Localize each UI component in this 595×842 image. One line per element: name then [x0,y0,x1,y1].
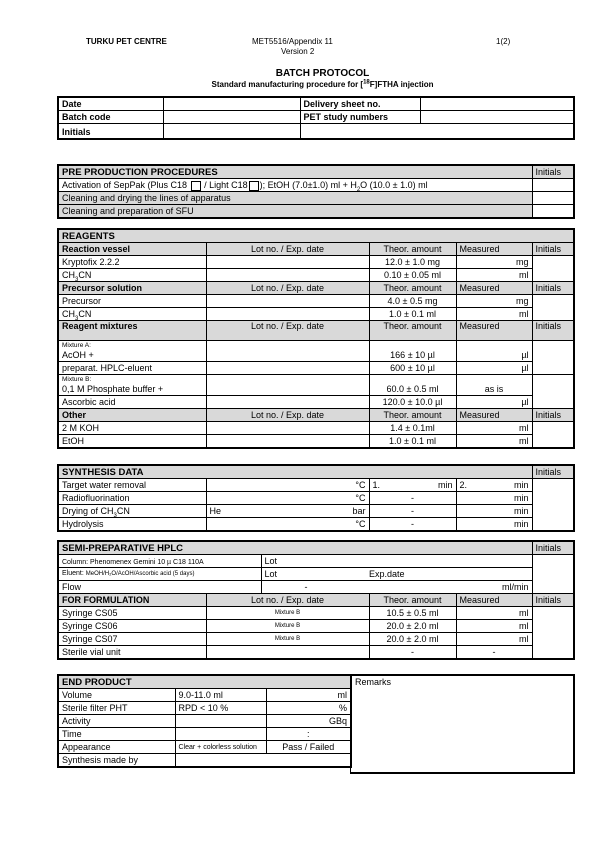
time-label: Time [58,728,175,741]
doc-version: Version 2 [281,47,315,56]
hplc-eluent-amount: 600 ± 10 µl [369,362,456,375]
acoh-amount: 166 ± 10 µl [369,341,456,362]
koh-measured[interactable]: ml [456,422,532,435]
drying-label: Drying of $CH_3CN$ [58,505,206,518]
vial-label: Sterile vial unit [58,646,206,660]
preprod-initials-1[interactable] [532,179,574,192]
formulation-initials[interactable] [532,607,574,660]
hplc-table [57,540,575,660]
hplc-eluent: Eluent: MeOH/H₂O/AcOH/Ascorbic acid (5 days) [58,568,261,581]
org-name: TURKU PET CENTRE [86,37,167,46]
vial-dash-2: - [456,646,532,660]
etoh-measured[interactable]: ml [456,435,532,449]
kryptofix-measured[interactable]: mg [456,256,532,269]
synthesis-initials[interactable] [532,479,574,532]
remarks-box[interactable] [350,674,575,774]
initials-header-3: Initials [532,321,574,341]
hplc-flow-label: Flow [58,581,261,594]
lot-header-1: Lot no. / Exp. date [206,243,369,256]
initials-header-4: Initials [532,409,574,422]
time-field[interactable]: : [266,728,351,741]
lot-header-3: Lot no. / Exp. date [206,321,369,341]
theor-header-2: Theor. amount [369,282,456,295]
page-number: 1(2) [496,37,511,46]
etoh-label: EtOH [58,435,206,449]
lot-header-4: Lot no. / Exp. date [206,409,369,422]
cs07-amount: 20.0 ± 2.0 ml [369,633,456,646]
synthesis-initials-header: Initials [532,465,574,479]
radiofluorination-temp[interactable]: °C [206,492,369,505]
ch3cn-lot-2[interactable] [206,308,369,321]
koh-label: 2 M KOH [58,422,206,435]
activity-field[interactable]: GBq [266,715,351,728]
checkbox-light-c18[interactable] [249,181,259,191]
mix-a-initials[interactable] [532,341,574,375]
reaction-vessel-header: Reaction vessel [58,243,206,256]
doc-code: MET5516/Appendix 11 [252,37,333,46]
activity-blank [175,715,266,728]
page-subtitle: Standard manufacturing procedure for [$^{18}$F]FTHA injection [211,79,434,89]
cs05-label: Syringe CS05 [58,607,206,620]
filter-spec: RPD < 10 % [175,702,266,715]
mixture-b-label: Mixture B: [62,376,92,383]
cs06-amount: 20.0 ± 2.0 ml [369,620,456,633]
kryptofix-label: Kryptofix 2.2.2 [58,256,206,269]
ascorbic-amount: 120.0 ± 10.0 µl [369,396,456,409]
radiofluorination-time[interactable]: min [456,492,532,505]
drying-time[interactable]: min [456,505,532,518]
hydrolysis-dash: - [369,518,456,532]
measured-header-4: Measured [456,409,532,422]
appearance-label: Appearance [58,741,175,754]
formulation-lot-header: Lot no. / Exp. date [206,594,369,607]
radiofluorination-dash: - [369,492,456,505]
page-title: BATCH PROTOCOL [275,68,370,79]
cs06-measured[interactable]: ml [456,620,532,633]
precursor-amount: 4.0 ± 0.5 mg [369,295,456,308]
kryptofix-lot[interactable] [206,256,369,269]
formulation-theor-header: Theor. amount [369,594,456,607]
hplc-flow-field[interactable]: - ml/min [261,581,532,594]
appearance-spec: Clear + colorless solution [175,741,266,754]
etoh-amount: 1.0 ± 0.1 ml [369,435,456,449]
hplc-eluent-lot[interactable]: Lot Exp.date [261,568,532,581]
date-field[interactable] [163,97,300,111]
measured-header-1: Measured [456,243,532,256]
initials-field[interactable] [163,124,300,140]
theor-header-4: Theor. amount [369,409,456,422]
batch-field[interactable] [163,111,300,124]
initials-header-2: Initials [532,282,574,295]
info-table [57,96,575,140]
measured-header-2: Measured [456,282,532,295]
hplc-column: Column: Phenomenex Gemini 10 µ C18 110A [58,555,261,568]
hydrolysis-label: Hydrolysis [58,518,206,532]
formulation-title: FOR FORMULATION [58,594,206,607]
date-label: Date [58,97,163,111]
hplc-eluent-lot[interactable] [206,362,369,375]
theor-header-3: Theor. amount [369,321,456,341]
theor-header-1: Theor. amount [369,243,456,256]
activity-label: Activity [58,715,175,728]
phosphate-label: Mixture B: 0,1 M Phosphate buffer + [58,375,206,396]
filter-label: Sterile filter PHT [58,702,175,715]
ascorbic-label: Ascorbic acid [58,396,206,409]
rv-initials[interactable] [532,256,574,282]
cs07-label: Syringe CS07 [58,633,206,646]
initials-extra[interactable] [300,124,574,140]
cs07-measured[interactable]: ml [456,633,532,646]
ch3cn-amount-2: 1.0 ± 0.1 ml [369,308,456,321]
hydrolysis-temp[interactable]: °C [206,518,369,532]
made-by-field[interactable] [175,754,351,768]
volume-spec: 9.0-11.0 ml [175,689,266,702]
volume-label: Volume [58,689,175,702]
koh-amount: 1.4 ± 0.1ml [369,422,456,435]
ascorbic-measured[interactable]: µl [456,396,532,409]
ch3cn-label-1: $CH_3CN$ [58,269,206,282]
preprod-initials-2[interactable] [532,192,574,205]
delivery-label: Delivery sheet no. [300,97,420,111]
pet-field[interactable] [420,111,574,124]
phosphate-lot[interactable] [206,375,369,396]
volume-field[interactable]: ml [266,689,351,702]
end-product-table [57,674,352,768]
kryptofix-amount: 12.0 ± 1.0 mg [369,256,456,269]
water-removal-temp[interactable]: °C [206,479,369,492]
reagent-mixtures-header: Reagent mixtures [58,321,206,341]
water-removal-time-2[interactable]: 2. min [456,479,532,492]
hydrolysis-time[interactable]: min [456,518,532,532]
reagents-title: REAGENTS [58,229,574,243]
precursor-label: Precursor [58,295,206,308]
cs06-label: Syringe CS06 [58,620,206,633]
koh-lot[interactable] [206,422,369,435]
precursor-solution-header: Precursor solution [58,282,206,295]
lot-header-2: Lot no. / Exp. date [206,282,369,295]
reagents-table [57,228,575,449]
other-initials[interactable] [532,422,574,449]
preprod-row-cleaning-lines: Cleaning and drying the lines of apparatus [58,192,532,205]
hplc-column-lot[interactable]: Lot [261,555,532,568]
other-header: Other [58,409,206,422]
precursor-lot[interactable] [206,295,369,308]
cs07-lot[interactable]: Mixture B [206,633,369,646]
time-blank [175,728,266,741]
acoh-label: Mixture A: AcOH + [58,341,206,362]
water-removal-time-1[interactable]: 1. min [369,479,456,492]
batch-label: Batch code [58,111,163,124]
mixture-a-label: Mixture A: [62,342,91,349]
cs05-measured[interactable]: ml [456,607,532,620]
phosphate-measured[interactable]: as is [456,375,532,396]
acoh-measured[interactable]: µl [456,341,532,362]
mix-b-initials[interactable] [532,375,574,409]
hplc-eluent-label: preparat. HPLC-eluent [58,362,206,375]
pet-label: PET study numbers [300,111,420,124]
cs05-amount: 10.5 ± 0.5 ml [369,607,456,620]
preprod-row-activation: Activation of SepPak (Plus C18 / Light C18 ); EtOH (7.0±1.0) ml + $H_2O$ (10.0 ± 1.0) ml [58,179,532,192]
initials-label: Initials [58,124,163,140]
preprod-table [57,164,575,219]
ps-initials[interactable] [532,295,574,321]
measured-header-3: Measured [456,321,532,341]
ch3cn-measured-1[interactable]: ml [456,269,532,282]
ch3cn-label-2: $CH_3CN$ [58,308,206,321]
hplc-initials[interactable] [532,555,574,594]
precursor-measured[interactable]: mg [456,295,532,308]
ch3cn-measured-2[interactable]: ml [456,308,532,321]
hplc-eluent-measured[interactable]: µl [456,362,532,375]
hplc-initials-header: Initials [532,541,574,555]
synthesis-title: SYNTHESIS DATA [58,465,532,479]
cs06-lot[interactable]: Mixture B [206,620,369,633]
water-removal-label: Target water removal [58,479,206,492]
ascorbic-lot[interactable] [206,396,369,409]
vial-dash-1: - [369,646,456,660]
acoh-lot[interactable] [206,341,369,362]
radiofluorination-label: Radiofluorination [58,492,206,505]
preprod-initials-3[interactable] [532,205,574,219]
formulation-measured-header: Measured [456,594,532,607]
ch3cn-amount-1: 0.10 ± 0.05 ml [369,269,456,282]
delivery-field[interactable] [420,97,574,111]
formulation-initials-header: Initials [532,594,574,607]
hplc-title: SEMI-PREPARATIVE HPLC [58,541,532,555]
preprod-title: PRE PRODUCTION PROCEDURES [58,165,532,179]
preprod-initials-header: Initials [532,165,574,179]
vial-lot[interactable] [206,646,369,660]
phosphate-amount: 60.0 ± 0.5 ml [369,375,456,396]
end-product-title: END PRODUCT [58,675,351,689]
made-by-label: Synthesis made by [58,754,175,768]
remarks-label: Remarks [355,677,392,687]
cs05-lot[interactable]: Mixture B [206,607,369,620]
drying-pressure[interactable]: He bar [206,505,369,518]
synthesis-table [57,464,575,532]
checkbox-plus-c18[interactable] [191,181,201,191]
drying-dash: - [369,505,456,518]
filter-field[interactable]: % [266,702,351,715]
initials-header-1: Initials [532,243,574,256]
appearance-result[interactable]: Pass / Failed [266,741,351,754]
preprod-row-sfu: Cleaning and preparation of SFU [58,205,532,219]
ch3cn-lot-1[interactable] [206,269,369,282]
etoh-lot[interactable] [206,435,369,449]
